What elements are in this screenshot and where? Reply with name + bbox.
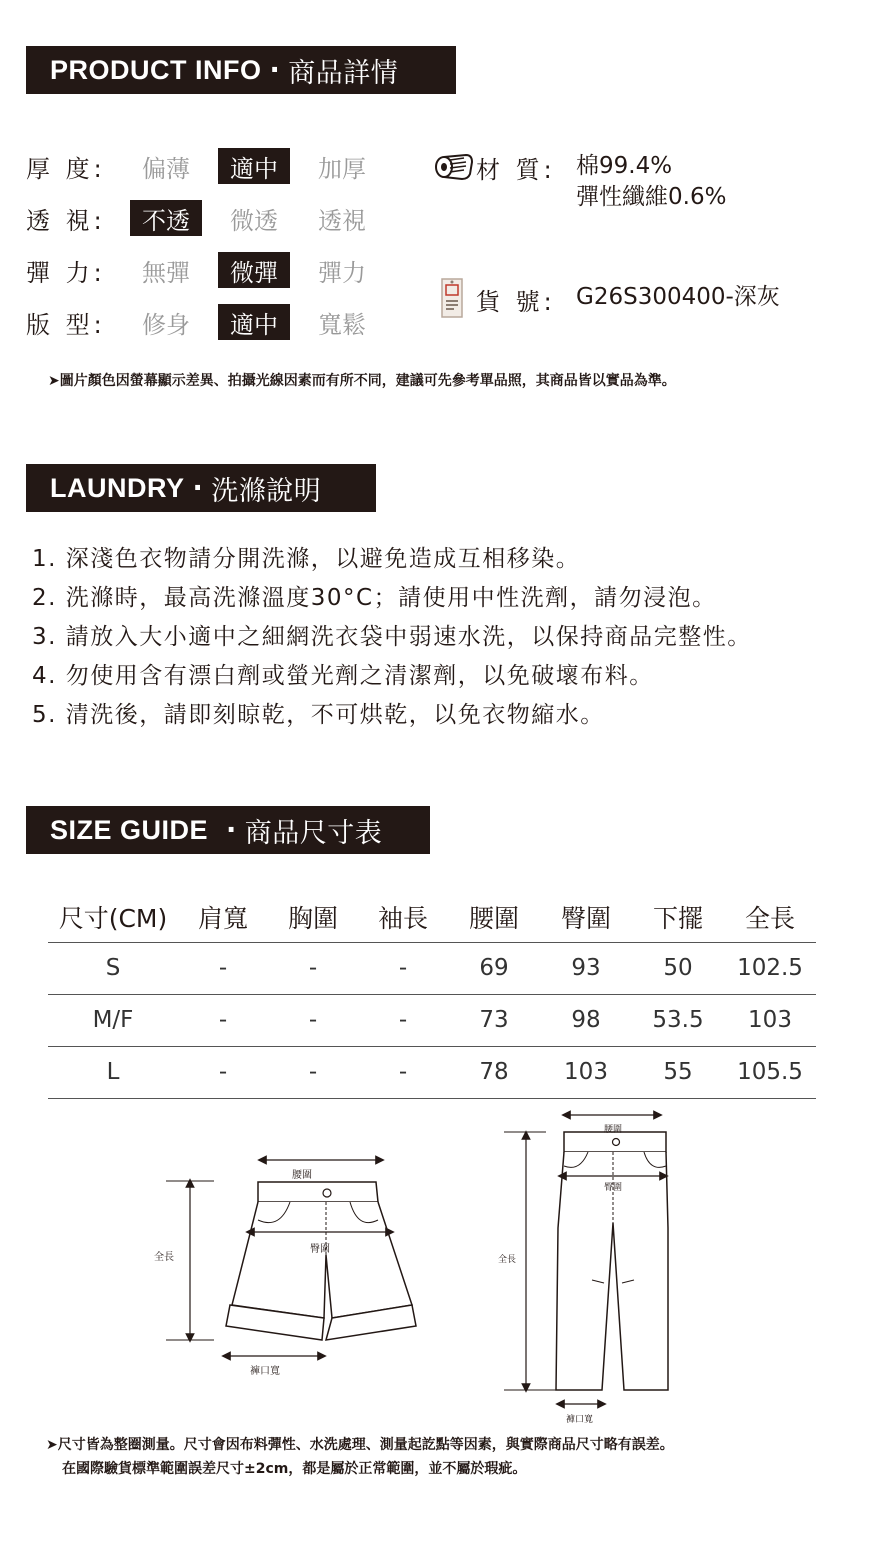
column-header: 尺寸(CM) (48, 892, 178, 942)
shorts-diagram (140, 1150, 430, 1380)
size-note-line-2: 在國際驗貨標準範圍誤差尺寸±2cm，都是屬於正常範圍，並不屬於瑕疵。 (62, 1461, 527, 1477)
diagram-label-length: 全長 (498, 1255, 517, 1265)
price-tag-icon (440, 277, 464, 319)
table-cell: - (268, 994, 358, 1046)
table-header-row (48, 892, 816, 942)
column-header: 肩寬 (178, 892, 268, 942)
table-row (48, 1046, 816, 1098)
attribute-option: 微彈 (218, 252, 290, 288)
size-cell: S (48, 942, 178, 994)
diagram-label-waist: 腰圍 (292, 1170, 312, 1181)
table-cell: 93 (540, 942, 632, 994)
table-cell: - (178, 942, 268, 994)
attribute-row-thickness (26, 148, 136, 184)
list-item: 3. 請放入大小適中之細網洗衣袋中弱速水洗，以保持商品完整性。 (32, 624, 752, 650)
material-value-cotton: 棉99.4% (576, 153, 673, 179)
pants-diagram (500, 1108, 690, 1418)
list-item: 1. 深淺色衣物請分開洗滌，以避免造成互相移染。 (32, 546, 581, 572)
table-cell: 103 (540, 1046, 632, 1098)
size-cell: L (48, 1046, 178, 1098)
table-cell: 55 (632, 1046, 724, 1098)
size-table (48, 892, 816, 1099)
attribute-row-fit (26, 304, 136, 340)
size-guide-header (26, 806, 430, 854)
material-value-spandex: 彈性纖維0.6% (576, 184, 727, 210)
attribute-option: 彈力 (318, 258, 366, 287)
header-separator: · (192, 472, 204, 504)
attribute-option: 適中 (218, 148, 290, 184)
table-cell: 103 (724, 994, 816, 1046)
attribute-option: 透視 (318, 206, 366, 235)
table-cell: 50 (632, 942, 724, 994)
attribute-row-transparency (26, 200, 136, 236)
header-title-en: LAUNDRY (50, 472, 185, 503)
attribute-label: 版 型: (26, 310, 106, 339)
sku-label: 貨 號: (476, 288, 556, 316)
attribute-option: 微透 (230, 206, 278, 235)
attribute-row-elasticity (26, 252, 136, 288)
table-cell: - (358, 994, 448, 1046)
table-cell: 73 (448, 994, 540, 1046)
diagram-label-waist: 腰圍 (604, 1125, 623, 1135)
table-cell: 105.5 (724, 1046, 816, 1098)
column-header: 胸圍 (268, 892, 358, 942)
list-item: 2. 洗滌時，最高洗滌溫度30°C；請使用中性洗劑，請勿浸泡。 (32, 585, 717, 611)
table-cell: 69 (448, 942, 540, 994)
diagram-label-hip: 臀圍 (310, 1244, 330, 1255)
column-header: 袖長 (358, 892, 448, 942)
table-cell: 98 (540, 994, 632, 1046)
table-cell: - (178, 994, 268, 1046)
material-label: 材 質: (476, 156, 556, 184)
header-separator: · (226, 814, 237, 846)
table-cell: 53.5 (632, 994, 724, 1046)
table-cell: - (358, 1046, 448, 1098)
laundry-header (26, 464, 376, 512)
header-title-zh: 商品詳情 (288, 57, 399, 89)
table-cell: 102.5 (724, 942, 816, 994)
attribute-label: 厚 度: (26, 154, 106, 183)
color-disclaimer: ➤圖片顏色因螢幕顯示差異、拍攝光線因素而有所不同，建議可先參考單品照，其商品皆以實品為準。 (48, 373, 676, 389)
product-info-header (26, 46, 456, 94)
list-item: 5. 清洗後，請即刻晾乾，不可烘乾，以免衣物縮水。 (32, 702, 605, 728)
list-item: 4. 勿使用含有漂白劑或螢光劑之清潔劑，以免破壞布料。 (32, 663, 654, 689)
table-cell: 78 (448, 1046, 540, 1098)
attribute-label: 透 視: (26, 206, 106, 235)
header-separator: · (269, 54, 281, 86)
header-title-zh: 商品尺寸表 (244, 817, 383, 849)
table-row (48, 942, 816, 994)
attribute-option: 適中 (218, 304, 290, 340)
size-cell: M/F (48, 994, 178, 1046)
attribute-label: 彈 力: (26, 258, 106, 287)
attribute-option: 寬鬆 (318, 310, 366, 339)
table-cell: - (358, 942, 448, 994)
sku-value: G26S300400-深灰 (576, 284, 780, 310)
header-title-zh: 洗滌說明 (211, 475, 322, 507)
header-title-en: SIZE GUIDE (50, 814, 209, 845)
diagram-label-hem: 褲口寬 (250, 1366, 280, 1377)
column-header: 下擺 (632, 892, 724, 942)
size-note-line-1: ➤尺寸皆為整圈測量。尺寸會因布料彈性、水洗處理、測量起訖點等因素，與實際商品尺寸略有誤差。 (46, 1437, 674, 1453)
thread-spool-icon (434, 152, 474, 182)
attribute-option: 加厚 (318, 154, 366, 183)
diagram-label-hip: 臀圍 (604, 1183, 623, 1193)
header-title-en: PRODUCT INFO (50, 54, 262, 85)
table-cell: - (268, 942, 358, 994)
table-cell: - (178, 1046, 268, 1098)
table-cell: - (268, 1046, 358, 1098)
column-header: 腰圍 (448, 892, 540, 942)
attribute-option: 修身 (142, 310, 190, 339)
attribute-option: 不透 (130, 200, 202, 236)
diagram-label-length: 全長 (154, 1252, 174, 1263)
attribute-option: 偏薄 (142, 154, 190, 183)
column-header: 全長 (724, 892, 816, 942)
attribute-option: 無彈 (142, 258, 190, 287)
laundry-instructions (32, 540, 752, 735)
table-row (48, 994, 816, 1046)
diagram-label-hem: 褲口寬 (566, 1415, 594, 1425)
column-header: 臀圍 (540, 892, 632, 942)
